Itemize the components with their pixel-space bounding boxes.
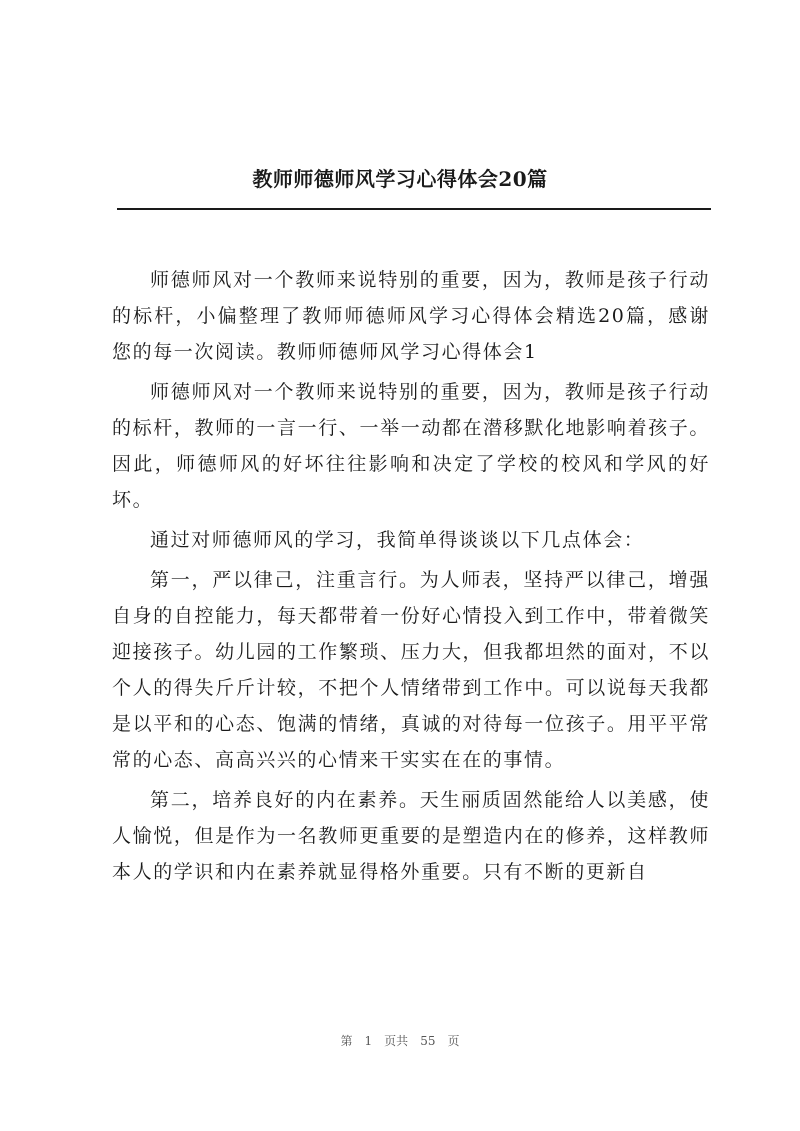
title-divider [117,208,711,210]
paragraph-1: 师德师风对一个教师来说特别的重要，因为，教师是孩子行动的标杆，小偏整理了教师师德师风学习心得体会精选20篇，感谢您的每一次阅读。教师师德师风学习心得体会1 [112,269,710,363]
document-body [112,262,710,894]
page-title: 教师师德师风学习心得体会20篇 [252,167,548,191]
footer-current-page: 1 [364,1034,373,1048]
paragraph-5: 第二，培养良好的内在素养。天生丽质固然能给人以美感，使人愉悦，但是作为一名教师更重要的是塑造内在的修养，这样教师本人的学识和内在素养就显得格外重要。只有不断的更新自 [112,789,710,883]
footer-page-unit: 页共 [384,1034,409,1048]
paragraph-4: 第一，严以律己，注重言行。为人师表，坚持严以律己，增强自身的自控能力，每天都带着一份好心情投入到工作中，带着微笑迎接孩子。幼儿园的工作繁琐、压力大，但我都坦然的面对，不以个人的得失斤斤计较，不把个人情绪带到工作中。可以说每天我都是以平和的心态、饱满的情绪，真诚的对待每一位孩子。用平平常常的心态、高高兴兴的心情来干实实在在的事情。 [112,569,710,771]
footer-page-label: 第 [340,1034,353,1048]
paragraph-2: 师德师风对一个教师来说特别的重要，因为，教师是孩子行动的标杆，教师的一言一行、一举一动都在潜移默化地影响着孩子。因此，师德师风的好坏往往影响和决定了学校的校风和学风的好坏。 [112,381,710,511]
footer-total-pages: 55 [420,1034,436,1048]
footer-total-unit: 页 [447,1034,460,1048]
page-footer [0,1032,800,1050]
paragraph-3: 通过对师德师风的学习，我简单得谈谈以下几点体会： [150,529,645,551]
